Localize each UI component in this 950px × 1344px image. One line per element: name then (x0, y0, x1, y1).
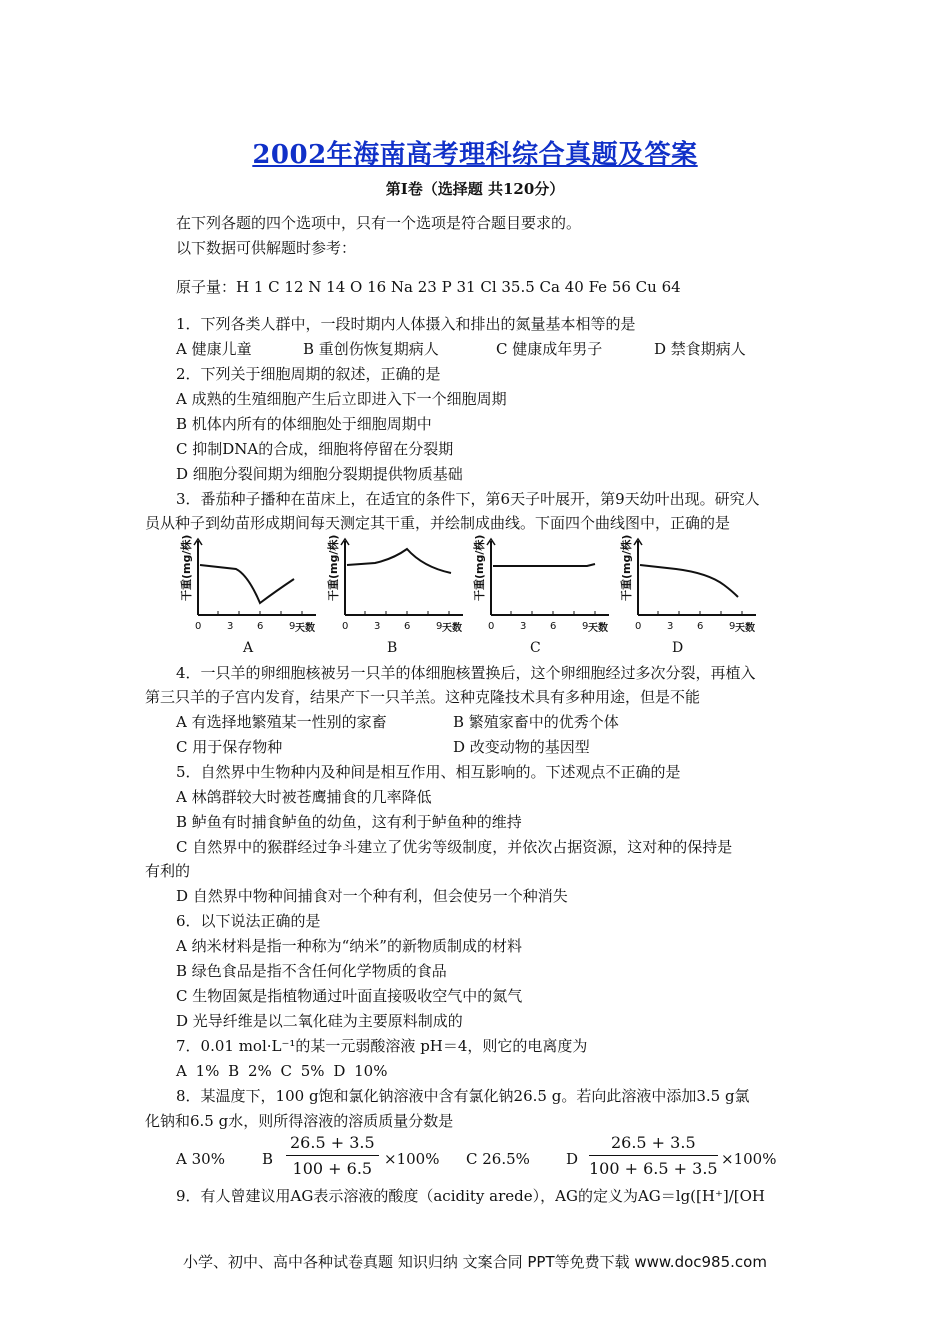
chart-a-label: A (243, 640, 254, 656)
svg-text:0: 0 (195, 621, 202, 632)
q4-stem-2: 第三只羊的子宫内发育，结果产下一只羊羔。这种克隆技术具有多种用途，但是不能 (145, 688, 701, 706)
svg-text:天数: 天数 (735, 623, 755, 634)
chart-c (472, 535, 609, 634)
q6-option-c: C 生物固氮是指植物通过叶面直接吸收空气中的氮气 (176, 987, 523, 1005)
q5-option-a: A 林鸽群较大时被苍鹰捕食的几率降低 (176, 788, 432, 806)
svg-text:6: 6 (404, 621, 411, 632)
q5-option-c-cont: 有利的 (145, 862, 191, 880)
q2-stem: 2．下列关于细胞周期的叙述，正确的是 (176, 365, 441, 383)
q8-stem-1: 8．某温度下，100 g饱和氯化钠溶液中含有氯化钠26.5 g。若向此溶液中添加3.5 g氯 (176, 1087, 750, 1105)
q5-option-b: B 鲈鱼有时捕食鲈鱼的幼鱼，这有利于鲈鱼种的维持 (176, 813, 522, 831)
q8-option-a: A 30% (176, 1150, 225, 1168)
svg-text:6: 6 (697, 621, 704, 632)
q1-option-a: A 健康儿童 (176, 340, 252, 358)
chart-b-label: B (387, 640, 398, 656)
atomic-mass: 原子量：H 1 C 12 N 14 O 16 Na 23 P 31 Cl 35.5 Ca 40 Fe 56 Cu 64 (176, 278, 681, 296)
q8-option-d-tail: ×100% (721, 1150, 777, 1168)
q5-option-d: D 自然界中物种间捕食对一个种有利，但会使另一个种消失 (176, 887, 568, 905)
q7-options: A 1% B 2% C 5% D 10% (176, 1062, 388, 1080)
chart-c-label: C (530, 640, 541, 656)
q4-option-d: D 改变动物的基因型 (453, 738, 590, 756)
svg-text:9: 9 (436, 621, 443, 632)
q2-option-c: C 抑制DNA的合成，细胞将停留在分裂期 (176, 440, 454, 458)
svg-text:3: 3 (667, 621, 674, 632)
chart-a-ylabel: 干重(mg/株) (180, 534, 193, 601)
svg-text:天数: 天数 (295, 623, 315, 634)
q1-option-c: C 健康成年男子 (496, 340, 603, 358)
section-subtitle: 第Ⅰ卷（选择题 共120分） (385, 180, 565, 198)
svg-text:9: 9 (582, 621, 589, 632)
q8-stem-2: 化钠和6.5 g水，则所得溶液的溶质质量分数是 (145, 1112, 454, 1130)
svg-text:天数: 天数 (588, 623, 608, 634)
svg-text:3: 3 (374, 621, 381, 632)
svg-text:9: 9 (289, 621, 296, 632)
q5-option-c: C 自然界中的猴群经过争斗建立了优劣等级制度，并依次占据资源，这对种的保持是 (176, 838, 733, 856)
svg-text:6: 6 (550, 621, 557, 632)
q2-option-d: D 细胞分裂间期为细胞分裂期提供物质基础 (176, 465, 463, 483)
q8-option-d-label: D (566, 1150, 579, 1168)
q8-option-c: C 26.5% (466, 1150, 530, 1168)
svg-text:0: 0 (488, 621, 495, 632)
svg-text:6: 6 (257, 621, 264, 632)
q3-stem-2: 员从种子到幼苗形成期间每天测定其干重，并绘制成曲线。下面四个曲线图中，正确的是 (145, 514, 731, 532)
q6-option-b: B 绿色食品是指不含任何化学物质的食品 (176, 962, 447, 980)
q6-option-a: A 纳米材料是指一种称为“纳米”的新物质制成的材料 (176, 937, 522, 955)
svg-text:9: 9 (729, 621, 736, 632)
q4-option-a: A 有选择地繁殖某一性别的家畜 (176, 713, 387, 731)
page-title[interactable]: 2002年海南高考理科综合真题及答案 (252, 140, 698, 170)
q8-d-denominator: 100 + 6.5 + 3.5 (589, 1159, 718, 1178)
page-footer[interactable]: 小学、初中、高中各种试卷真题 知识归纳 文案合同 PPT等免费下载 www.doc985.com (183, 1253, 767, 1271)
q8-option-d-fraction (589, 1133, 718, 1178)
q6-option-d: D 光导纤维是以二氧化硅为主要原料制成的 (176, 1012, 463, 1030)
chart-d (619, 535, 756, 634)
q4-option-b: B 繁殖家畜中的优秀个体 (453, 713, 619, 731)
q1-stem: 1．下列各类人群中，一段时期内人体摄入和排出的氮量基本相等的是 (176, 315, 636, 333)
q3-charts (176, 533, 776, 658)
q9-stem: 9．有人曾建议用AG表示溶液的酸度（acidity arede），AG的定义为AG＝lg([H⁺]/[OH (176, 1187, 766, 1205)
svg-text:0: 0 (342, 621, 349, 632)
q8-b-numerator: 26.5 + 3.5 (286, 1133, 379, 1156)
q1-option-d: D 禁食期病人 (654, 340, 746, 358)
q8-option-b-tail: ×100% (384, 1150, 440, 1168)
q1-option-b: B 重创伤恢复期病人 (303, 340, 439, 358)
intro-line-1: 在下列各题的四个选项中，只有一个选项是符合题目要求的。 (176, 214, 582, 232)
chart-b-ylabel: 干重(mg/株) (327, 534, 340, 601)
svg-text:3: 3 (227, 621, 234, 632)
q6-stem: 6．以下说法正确的是 (176, 912, 321, 930)
chart-a (179, 535, 316, 634)
svg-text:天数: 天数 (442, 623, 462, 634)
q2-option-b: B 机体内所有的体细胞处于细胞周期中 (176, 415, 432, 433)
q8-b-denominator: 100 + 6.5 (292, 1159, 373, 1178)
q7-stem: 7．0.01 mol·L⁻¹的某一元弱酸溶液 pH＝4，则它的电离度为 (176, 1037, 588, 1055)
q4-stem-1: 4．一只羊的卵细胞核被另一只羊的体细胞核置换后，这个卵细胞经过多次分裂，再植入 (176, 664, 756, 682)
chart-b (326, 535, 463, 634)
svg-text:3: 3 (520, 621, 527, 632)
chart-d-label: D (672, 640, 684, 656)
q8-option-b-label: B (262, 1150, 274, 1168)
svg-text:0: 0 (635, 621, 642, 632)
intro-line-2: 以下数据可供解题时参考： (176, 239, 357, 257)
chart-c-ylabel: 干重(mg/株) (473, 534, 486, 601)
q8-option-b-fraction (286, 1133, 379, 1178)
q8-d-numerator: 26.5 + 3.5 (589, 1133, 718, 1156)
q3-stem-1: 3．番茄种子播种在苗床上，在适宜的条件下，第6天子叶展开，第9天幼叶出现。研究人 (176, 490, 760, 508)
chart-d-ylabel: 干重(mg/株) (620, 534, 633, 601)
q4-option-c: C 用于保存物种 (176, 738, 283, 756)
q5-stem: 5．自然界中生物种内及种间是相互作用、相互影响的。下述观点不正确的是 (176, 763, 681, 781)
q2-option-a: A 成熟的生殖细胞产生后立即进入下一个细胞周期 (176, 390, 507, 408)
